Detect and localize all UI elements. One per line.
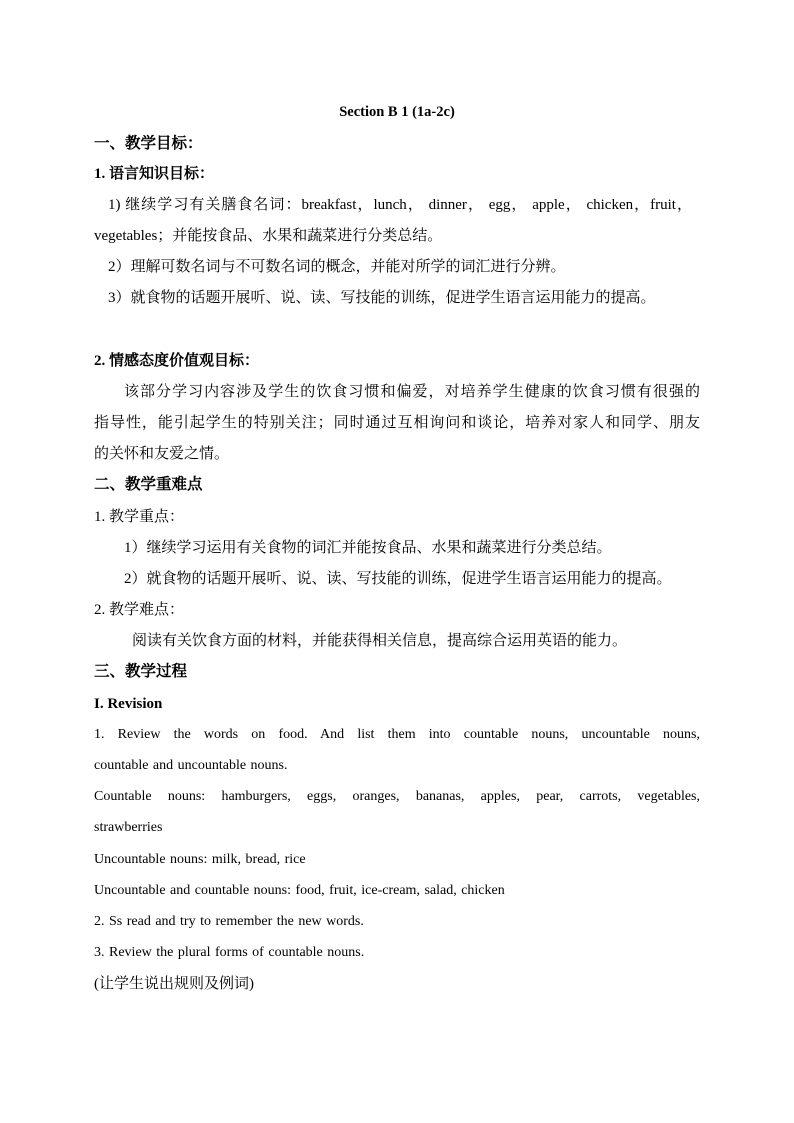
section-heading-teaching-goals: 一、教学目标：: [94, 135, 203, 152]
emotion-paragraph-line-2: 指导性，能引起学生的特别关注；同时通过互相询问和谈论，培养对家人和同学、朋友: [94, 415, 700, 431]
section-heading-key-difficult-points: 二、教学重难点: [94, 476, 203, 493]
goal-item-1-line-2: vegetables；并能按食品、水果和蔬菜进行分类总结。: [94, 228, 443, 244]
section-heading-teaching-process: 三、教学过程: [94, 663, 188, 680]
teacher-note: (让学生说出规则及例词): [94, 976, 254, 992]
revision-item-1-line-1: 1. Review the words on food. And list them into countable nouns, uncountable nouns,: [94, 727, 700, 742]
subheading-key-points: 1. 教学重点：: [94, 509, 185, 525]
countable-and-uncountable-nouns: Uncountable and countable nouns: food, fruit, ice-cream, salad, chicken: [94, 883, 505, 898]
subheading-language-goals: 1. 语言知识目标：: [94, 166, 215, 182]
document-title: Section B 1 (1a-2c): [339, 104, 455, 120]
key-point-2: 2）就食物的话题开展听、说、读、写技能的训练，促进学生语言运用能力的提高。: [124, 571, 672, 587]
countable-nouns-line-1: Countable nouns: hamburgers, eggs, oranges, bananas, apples, pear, carrots, vegetables,: [94, 789, 700, 804]
revision-item-1-line-2: countable and uncountable nouns.: [94, 758, 288, 773]
countable-nouns-line-2: strawberries: [94, 820, 163, 835]
uncountable-nouns: Uncountable nouns: milk, bread, rice: [94, 852, 306, 867]
subheading-difficult-points: 2. 教学难点：: [94, 602, 185, 618]
subheading-emotion-goals: 2. 情感态度价值观目标：: [94, 353, 260, 369]
goal-item-3: 3）就食物的话题开展听、说、读、写技能的训练，促进学生语言运用能力的提高。: [108, 290, 656, 306]
goal-item-1-line-1: 1) 继续学习有关膳食名词：breakfast，lunch， dinner， egg， apple， chicken，fruit，: [108, 197, 692, 213]
key-point-1: 1）继续学习运用有关食物的词汇并能按食品、水果和蔬菜进行分类总结。: [124, 540, 612, 556]
emotion-paragraph-line-3: 的关怀和友爱之情。: [94, 446, 230, 462]
goal-item-2: 2）理解可数名词与不可数名词的概念，并能对所学的词汇进行分辨。: [108, 259, 566, 275]
difficult-point-1: 阅读有关饮食方面的材料，并能获得相关信息，提高综合运用英语的能力。: [132, 633, 628, 649]
revision-item-3: 3. Review the plural forms of countable nouns.: [94, 945, 365, 960]
emotion-paragraph-line-1: 该部分学习内容涉及学生的饮食习惯和偏爱，对培养学生健康的饮食习惯有很强的: [124, 384, 700, 400]
subheading-revision: I. Revision: [94, 696, 163, 712]
revision-item-2: 2. Ss read and try to remember the new words.: [94, 914, 364, 929]
